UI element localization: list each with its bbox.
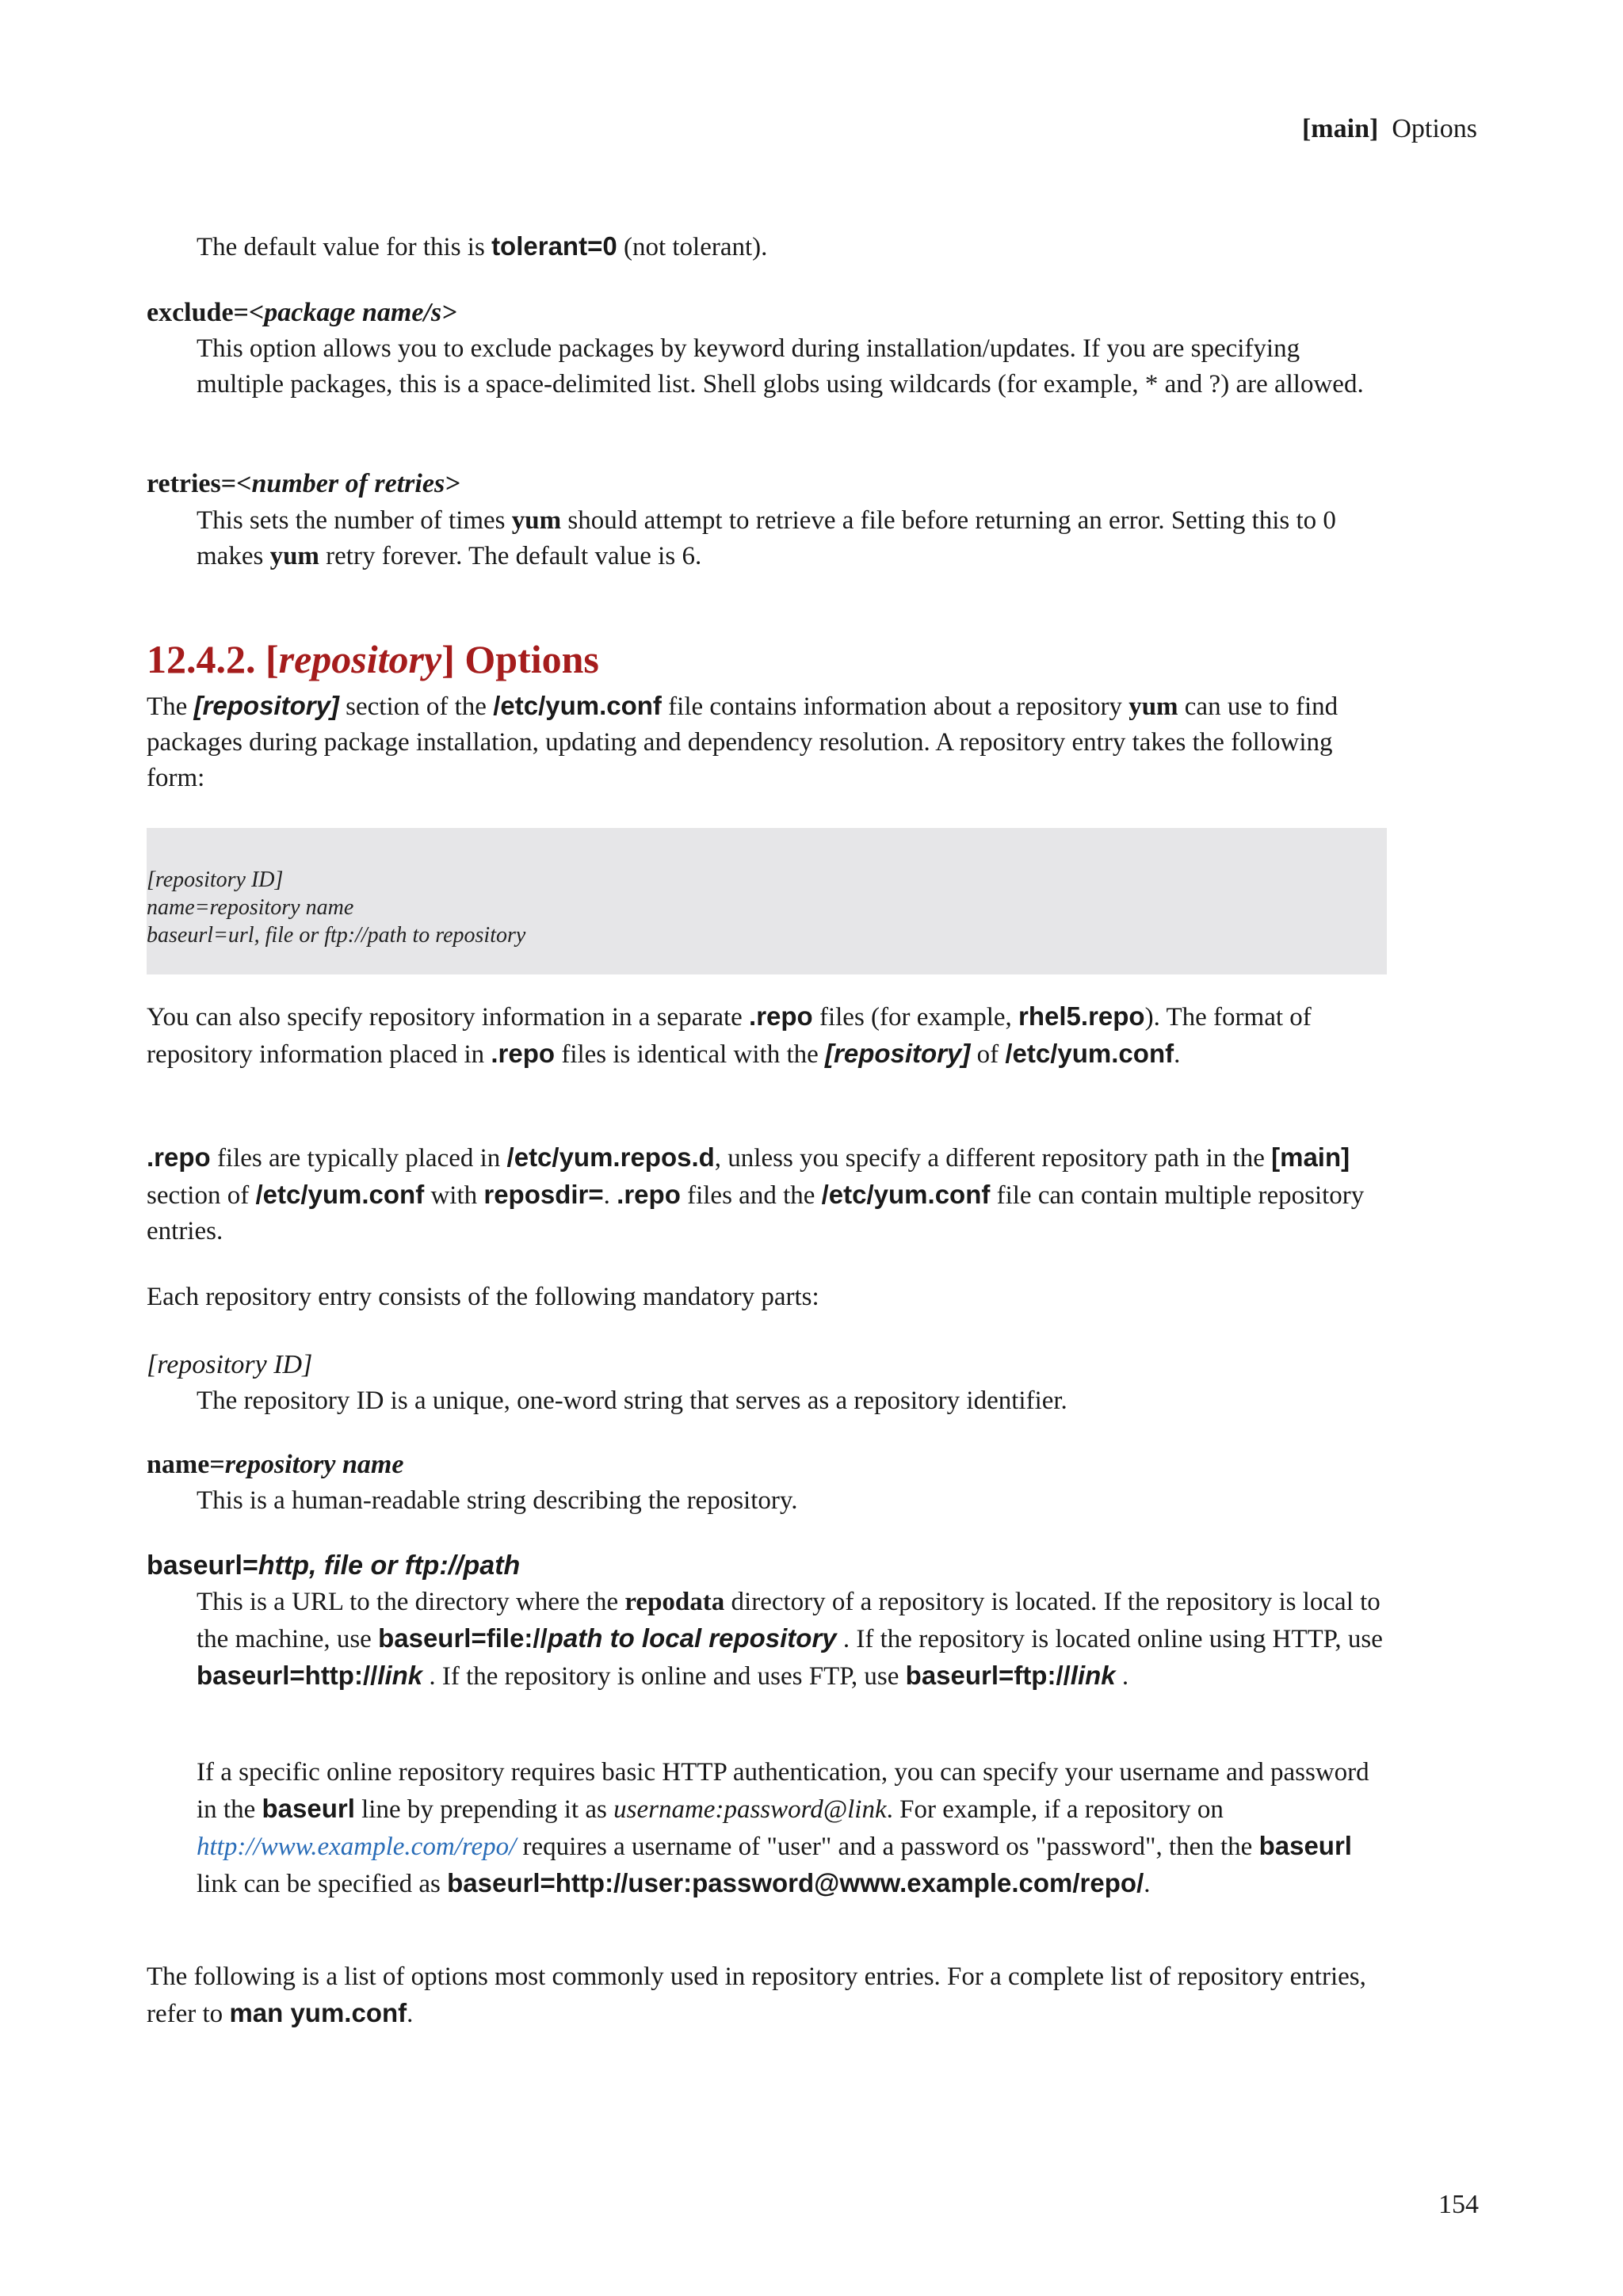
code-baseurl: baseurl [1258,1831,1352,1860]
tolerant-default [197,228,1385,265]
text: retry forever. The default value is 6. [319,542,702,570]
intro-paragraph [147,688,1383,796]
text: This sets the number of times [197,506,512,535]
term-italic: <number of retries> [236,469,460,498]
text: section of the [338,692,494,721]
following-paragraph [147,1959,1383,2032]
text: The default value for this is [197,233,492,261]
code-userpass: username:password@link [613,1795,887,1824]
text: with [424,1181,484,1210]
text: . [1144,1870,1151,1898]
auth-paragraph [197,1755,1385,1902]
text: . [407,2000,414,2028]
term-bold: baseurl= [147,1550,258,1581]
text: line by prepending it as [354,1795,614,1824]
cmd-yum: yum [269,542,319,570]
text: files is identical with the [555,1040,826,1069]
retries-desc [197,503,1385,574]
code-yum-conf: /etc/yum.conf [493,691,662,720]
name-term [147,1447,403,1482]
term-bold: exclude= [147,298,249,327]
code-repository: [repository] [825,1039,971,1068]
text: files (for example, [812,1003,1019,1032]
text: file contains information about a repository [661,692,1129,721]
code-main: [main] [1271,1142,1350,1172]
text: section of [147,1181,256,1210]
code-baseurl-ftp: baseurl=ftp:// [905,1661,1071,1690]
text: can use to find packages during package installation, updating and dependency resolution. A repository entry takes the following form: [147,692,1338,792]
term-italic: <package name/s> [248,298,457,327]
mandatory-paragraph: Each repository entry consists of the following mandatory parts: [147,1283,819,1311]
code-link: link [1070,1661,1116,1690]
code-tolerant: tolerant=0 [491,231,617,261]
code-yum-conf: /etc/yum.conf [1005,1039,1174,1068]
code-yum-conf: /etc/yum.conf [255,1180,425,1209]
text: . If the repository is online and uses FTP, use [422,1662,906,1691]
page-number: 154 [1438,2190,1479,2219]
text: (not tolerant). [617,233,768,261]
baseurl-term [147,1548,520,1584]
code-baseurl-example: baseurl=http://user:password@www.example.com/repo/ [447,1868,1144,1897]
header-main: [main] [1301,114,1379,143]
example-link[interactable]: http://www.example.com/repo/ [197,1833,517,1861]
text: file can contain multiple repository entries. [147,1181,1365,1245]
repo-id-desc: The repository ID is a unique, one-word string that serves as a repository identifier. [197,1386,1067,1415]
repo-id-term: [repository ID] [147,1350,313,1379]
text: directory of a repository is located. If the repository is local to the machine, use [197,1588,1381,1653]
term-bold: name= [147,1450,225,1479]
text: of [970,1040,1006,1069]
code-man-yum-conf: man yum.conf [229,1998,407,2027]
baseurl-desc [197,1585,1385,1695]
code-link: link [377,1661,423,1690]
text: . [603,1181,617,1210]
code-yum-conf: /etc/yum.conf [821,1180,991,1209]
text: The following is a list of options most commonly used in repository entries. For a complete list of repository entries, refer to [147,1962,1366,2028]
text: . For example, if a repository on [886,1795,1224,1824]
text: ). The format of repository information placed in [147,1003,1312,1069]
exclude-term [147,295,456,330]
cmd-yum: yum [1128,692,1178,721]
repo-files-paragraph [147,998,1383,1073]
section-italic: repository [278,637,442,681]
code-line: name=repository name [147,895,354,920]
code-repository: [repository] [193,691,339,720]
text: should attempt to retrieve a file before returning an error. Setting this to 0 makes [197,506,1336,570]
bracket: [ [265,637,279,681]
code-baseurl-file: baseurl=file:// [378,1623,548,1653]
term-bold: retries= [147,469,237,498]
code-lines [147,866,525,949]
code-repo: .repo [147,1142,211,1172]
section-title-rest: ] Options [441,637,599,681]
section-number: 12.4.2. [147,637,265,681]
text: link can be specified as [197,1870,448,1898]
code-repo: .repo [617,1180,681,1209]
exclude-desc: This option allows you to exclude packages by keyword during installation/updates. If you are specifying multiple packages, this is a space-delimited list. Shell globs using wildcards (for example, * and ?) are allowed. [197,334,1364,399]
code-reposdir: reposdir= [483,1180,604,1209]
running-header [1302,111,1477,147]
text: files and the [680,1181,822,1210]
code-baseurl-http: baseurl=http:// [197,1661,378,1690]
term-italic: repository name [224,1450,404,1479]
term-italic: http, file or ftp://path [258,1550,521,1581]
text: . If the repository is located online using HTTP, use [836,1625,1383,1653]
code-repo: .repo [491,1039,556,1068]
code-rhel5-repo: rhel5.repo [1018,1001,1145,1031]
header-options: Options [1392,114,1477,143]
repos-d-paragraph [147,1139,1383,1249]
text: . [1115,1662,1129,1691]
text: files are typically placed in [210,1144,507,1173]
text: , unless you specify a different repository path in the [714,1144,1272,1173]
text: You can also specify repository information in a separate [147,1003,750,1032]
name-desc: This is a human-readable string describing the repository. [197,1486,798,1515]
text: This is a URL to the directory where the [197,1588,625,1616]
code-repodata: repodata [624,1588,725,1616]
text: The [147,692,194,721]
code-local-path: path to local repository [547,1623,837,1653]
cmd-yum: yum [511,506,562,535]
text: . [1174,1040,1181,1069]
retries-term [147,466,460,502]
code-baseurl: baseurl [262,1794,355,1823]
code-line: [repository ID] [147,868,284,892]
section-heading [147,634,599,685]
text: If a specific online repository requires basic HTTP authentication, you can specify your username and password in the [197,1758,1369,1824]
code-line: baseurl=url, file or ftp://path to repository [147,923,526,948]
code-repos-d: /etc/yum.repos.d [506,1142,715,1172]
code-repo: .repo [749,1001,813,1031]
text: requires a username of "user" and a password os "password", then the [516,1833,1259,1861]
